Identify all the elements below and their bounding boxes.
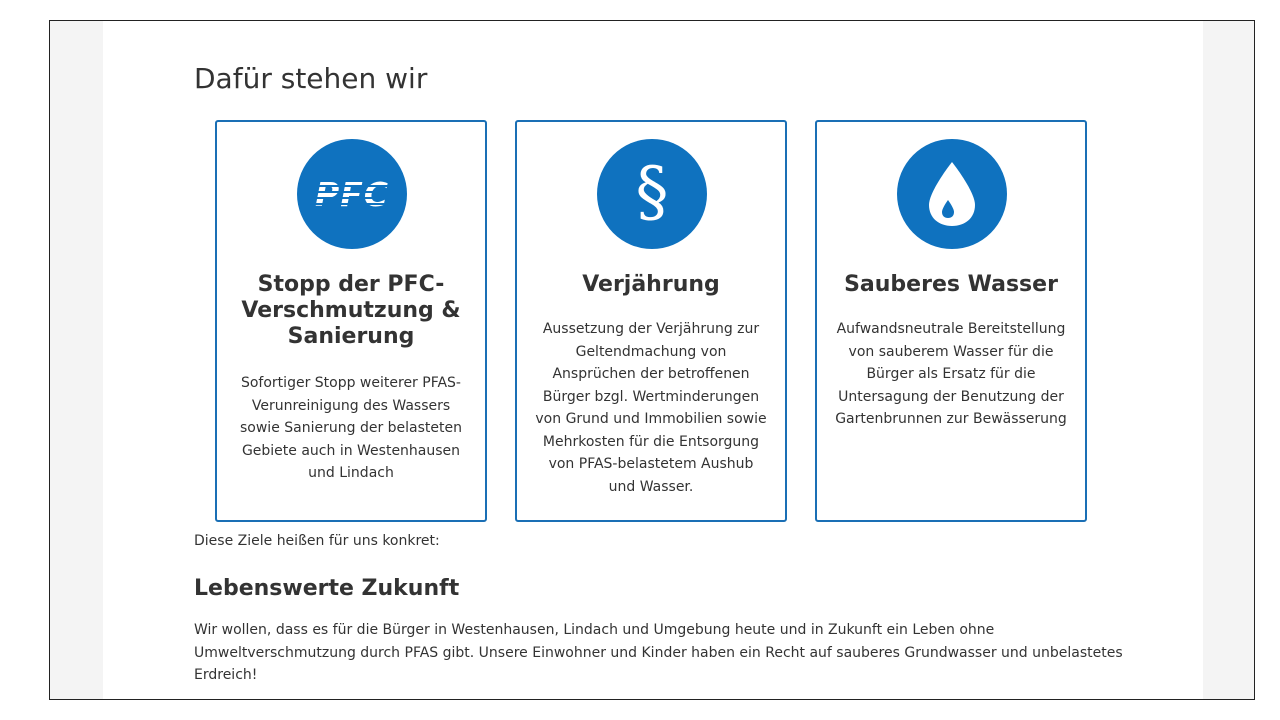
card-text: Aufwandsneutrale Bereitstellung von sauberem Wasser für die Bürger als Ersatz für die Untersagung der Benutzung der Gartenbrunnen zur Bewässerung: [835, 321, 1067, 427]
card-title: Verjährung: [582, 272, 720, 297]
goal-card-pfc: [215, 120, 487, 522]
section-title: Dafür stehen wir: [194, 62, 428, 95]
page-frame: [49, 20, 1255, 700]
card-title: Sauberes Wasser: [844, 272, 1058, 297]
card-text: Aussetzung der Verjährung zur Geltendmachung von Ansprüchen der betroffenen Bürger bzgl. Wertminderungen von Grund und Immobilien sowie Mehrkosten für die Entsorgung von PFAS-belastetem Aushub und Wasser.: [535, 321, 767, 495]
pfc-logo-icon: [297, 139, 407, 249]
paragraph-symbol: §: [635, 153, 669, 230]
main-content: [103, 21, 1203, 700]
card-title: Stopp der PFC-Verschmutzung & Sanierung: [241, 272, 461, 349]
water-drop-icon: [897, 139, 1007, 249]
water-drop-icon-graphic: [922, 159, 982, 229]
goal-card-wasser: [815, 120, 1087, 522]
intro-text: Diese Ziele heißen für uns konkret:: [194, 533, 440, 549]
subsection-title: Lebenswerte Zukunft: [194, 576, 460, 601]
pfc-logo-text: PFC: [315, 174, 389, 214]
paragraph-icon: [597, 139, 707, 249]
card-text: Sofortiger Stopp weiterer PFAS-Verunreinigung des Wassers sowie Sanierung der belasteten Gebiete auch in Westenhausen und Lindach: [240, 375, 462, 481]
goal-card-verjaehrung: [515, 120, 787, 522]
subsection-text: Wir wollen, dass es für die Bürger in Westenhausen, Lindach und Umgebung heute und in Zukunft ein Leben ohne Umweltverschmutzung durch PFAS gibt. Unsere Einwohner und Kinder haben ein Recht auf sauberes Grundwasser und unbelastetes Erdreich!: [194, 622, 1123, 683]
